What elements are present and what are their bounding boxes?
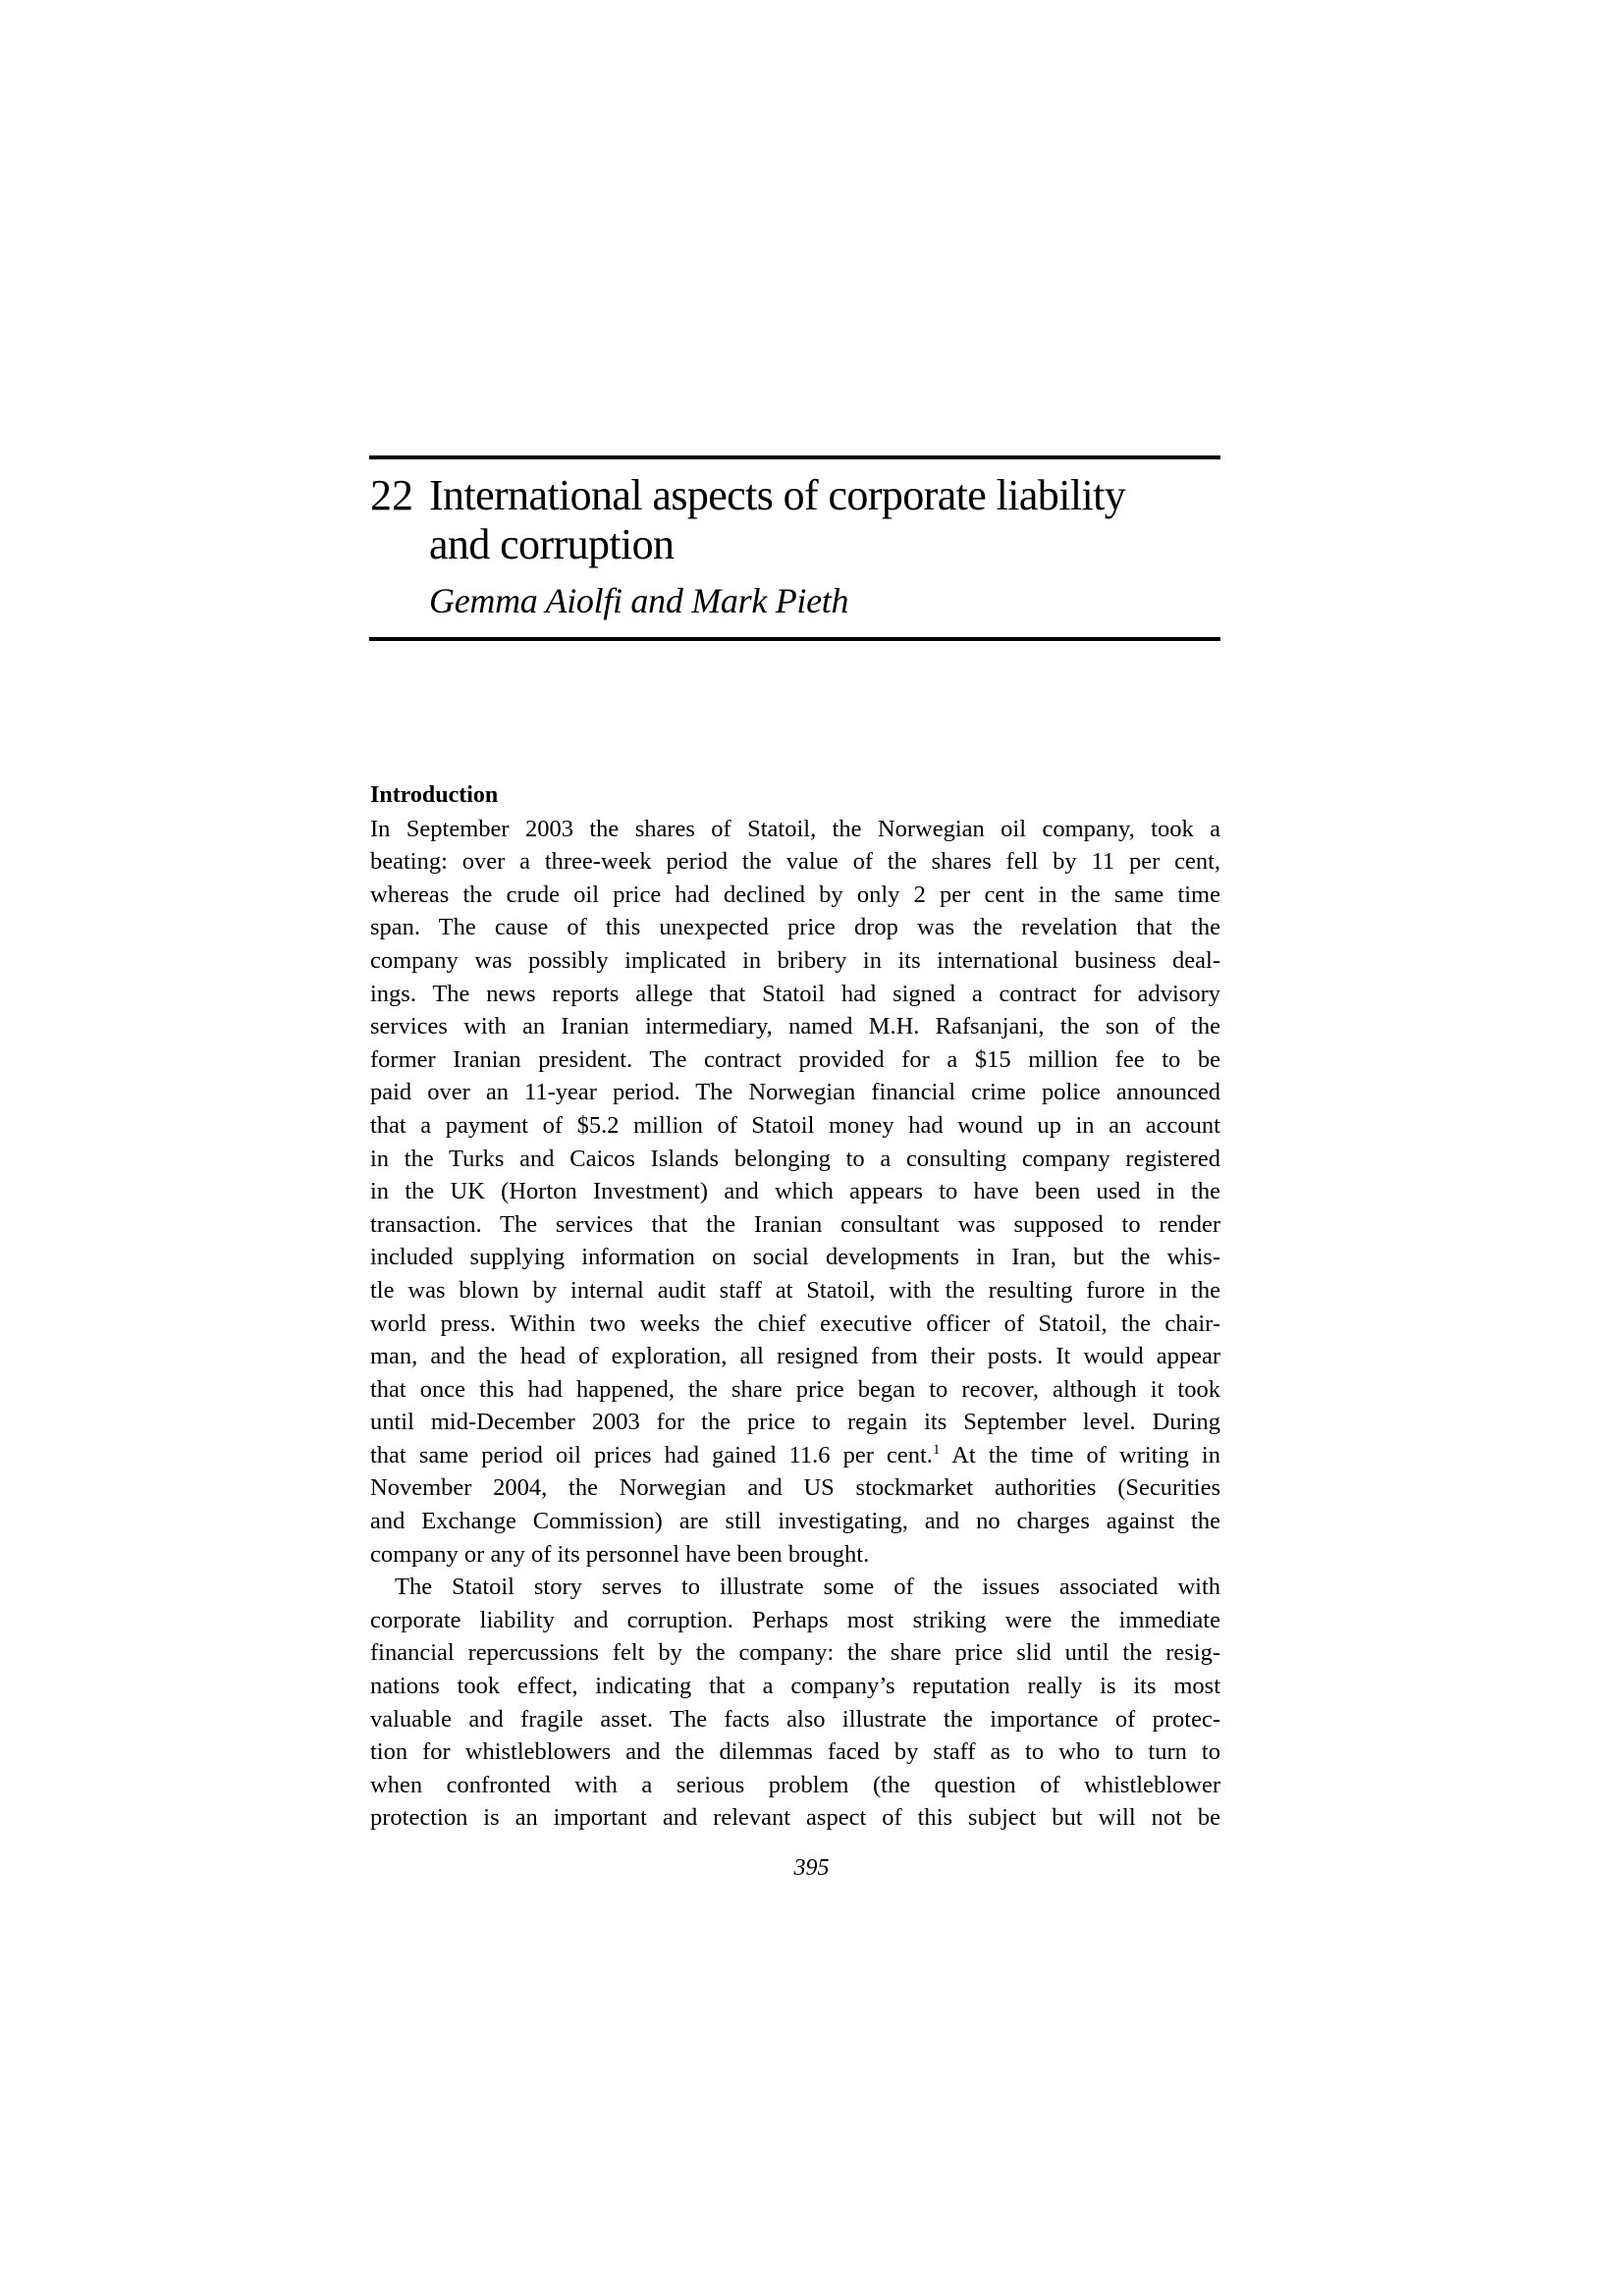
text-line: The Statoil story serves to illustrate some of the issues associated with <box>395 1574 1220 1601</box>
text-line: nations took effect, indicating that a company’s reputation really is its most <box>370 1673 1220 1700</box>
text-line: paid over an 11-year period. The Norwegian financial crime police announced <box>370 1079 1220 1106</box>
text-line: included supplying information on social developments in Iran, but the whis- <box>370 1244 1220 1271</box>
chapter-number: 22 <box>370 471 413 519</box>
page-number: 395 <box>793 1855 830 1881</box>
body-text <box>370 779 1220 1835</box>
chapter-bottom-rule <box>369 637 1220 641</box>
text-line: financial repercussions felt by the company: the share price slid until the resig- <box>370 1639 1220 1667</box>
section-heading: Introduction <box>370 782 499 808</box>
chapter-top-rule <box>369 455 1220 459</box>
text-line: ings. The news reports allege that Statoil had signed a contract for advisory <box>370 980 1220 1007</box>
text-line: in the Turks and Caicos Islands belonging to a consulting company registered <box>370 1145 1220 1172</box>
text-line: man, and the head of exploration, all resigned from their posts. It would appear <box>370 1343 1220 1370</box>
text-line: valuable and fragile asset. The facts also illustrate the importance of protec- <box>370 1705 1220 1733</box>
text-line: November 2004, the Norwegian and US stockmarket authorities (Securities <box>370 1474 1220 1502</box>
text-line: services with an Iranian intermediary, named M.H. Rafsanjani, the son of the <box>370 1013 1220 1041</box>
paragraph-2 <box>370 1571 1220 1835</box>
chapter-title <box>429 471 1215 569</box>
text-line: tion for whistleblowers and the dilemmas faced by staff as to who to turn to <box>370 1738 1220 1766</box>
text-line: world press. Within two weeks the chief executive officer of Statoil, the chair- <box>370 1309 1220 1337</box>
text-line: span. The cause of this unexpected price drop was the revelation that the <box>370 914 1220 941</box>
text-line: that once this had happened, the share price began to recover, although it took <box>370 1375 1220 1403</box>
text-line: corporate liability and corruption. Perhaps most striking were the immediate <box>370 1606 1220 1633</box>
chapter-title-line: International aspects of corporate liability <box>429 471 1126 519</box>
text-line: beating: over a three-week period the value of the shares fell by 11 per cent, <box>370 848 1220 876</box>
text-line: until mid-December 2003 for the price to regain its September level. During <box>370 1409 1220 1436</box>
text-line: protection is an important and relevant aspect of this subject but will not be <box>370 1804 1220 1832</box>
text-line-with-footnote <box>370 1439 1220 1472</box>
chapter-authors: Gemma Aiolfi and Mark Pieth <box>429 581 849 620</box>
text-line: company was possibly implicated in bribery in its international business deal- <box>370 946 1220 974</box>
text-line: In September 2003 the shares of Statoil, the Norwegian oil company, took a <box>370 815 1220 842</box>
paragraph-1 <box>370 813 1220 1572</box>
text-line: when confronted with a serious problem (the question of whistleblower <box>370 1771 1220 1798</box>
text-line: transaction. The services that the Iranian consultant was supposed to render <box>370 1210 1220 1238</box>
text-segment: At the time of writing in <box>940 1441 1220 1468</box>
text-line: company or any of its personnel have been brought. <box>370 1540 870 1568</box>
text-segment: that same period oil prices had gained 11.6 per cent. <box>370 1441 933 1468</box>
text-line: and Exchange Commission) are still investigating, and no charges against the <box>370 1508 1220 1535</box>
text-line: former Iranian president. The contract provided for a $15 million fee to be <box>370 1045 1220 1073</box>
text-line: that a payment of $5.2 million of Statoil money had wound up in an account <box>370 1111 1220 1139</box>
text-line: tle was blown by internal audit staff at Statoil, with the resulting furore in the <box>370 1276 1220 1304</box>
text-line: in the UK (Horton Investment) and which appears to have been used in the <box>370 1178 1220 1205</box>
chapter-title-line: and corruption <box>429 520 675 568</box>
footnote-marker[interactable]: 1 <box>932 1441 941 1458</box>
text-line: whereas the crude oil price had declined by only 2 per cent in the same time <box>370 881 1220 908</box>
